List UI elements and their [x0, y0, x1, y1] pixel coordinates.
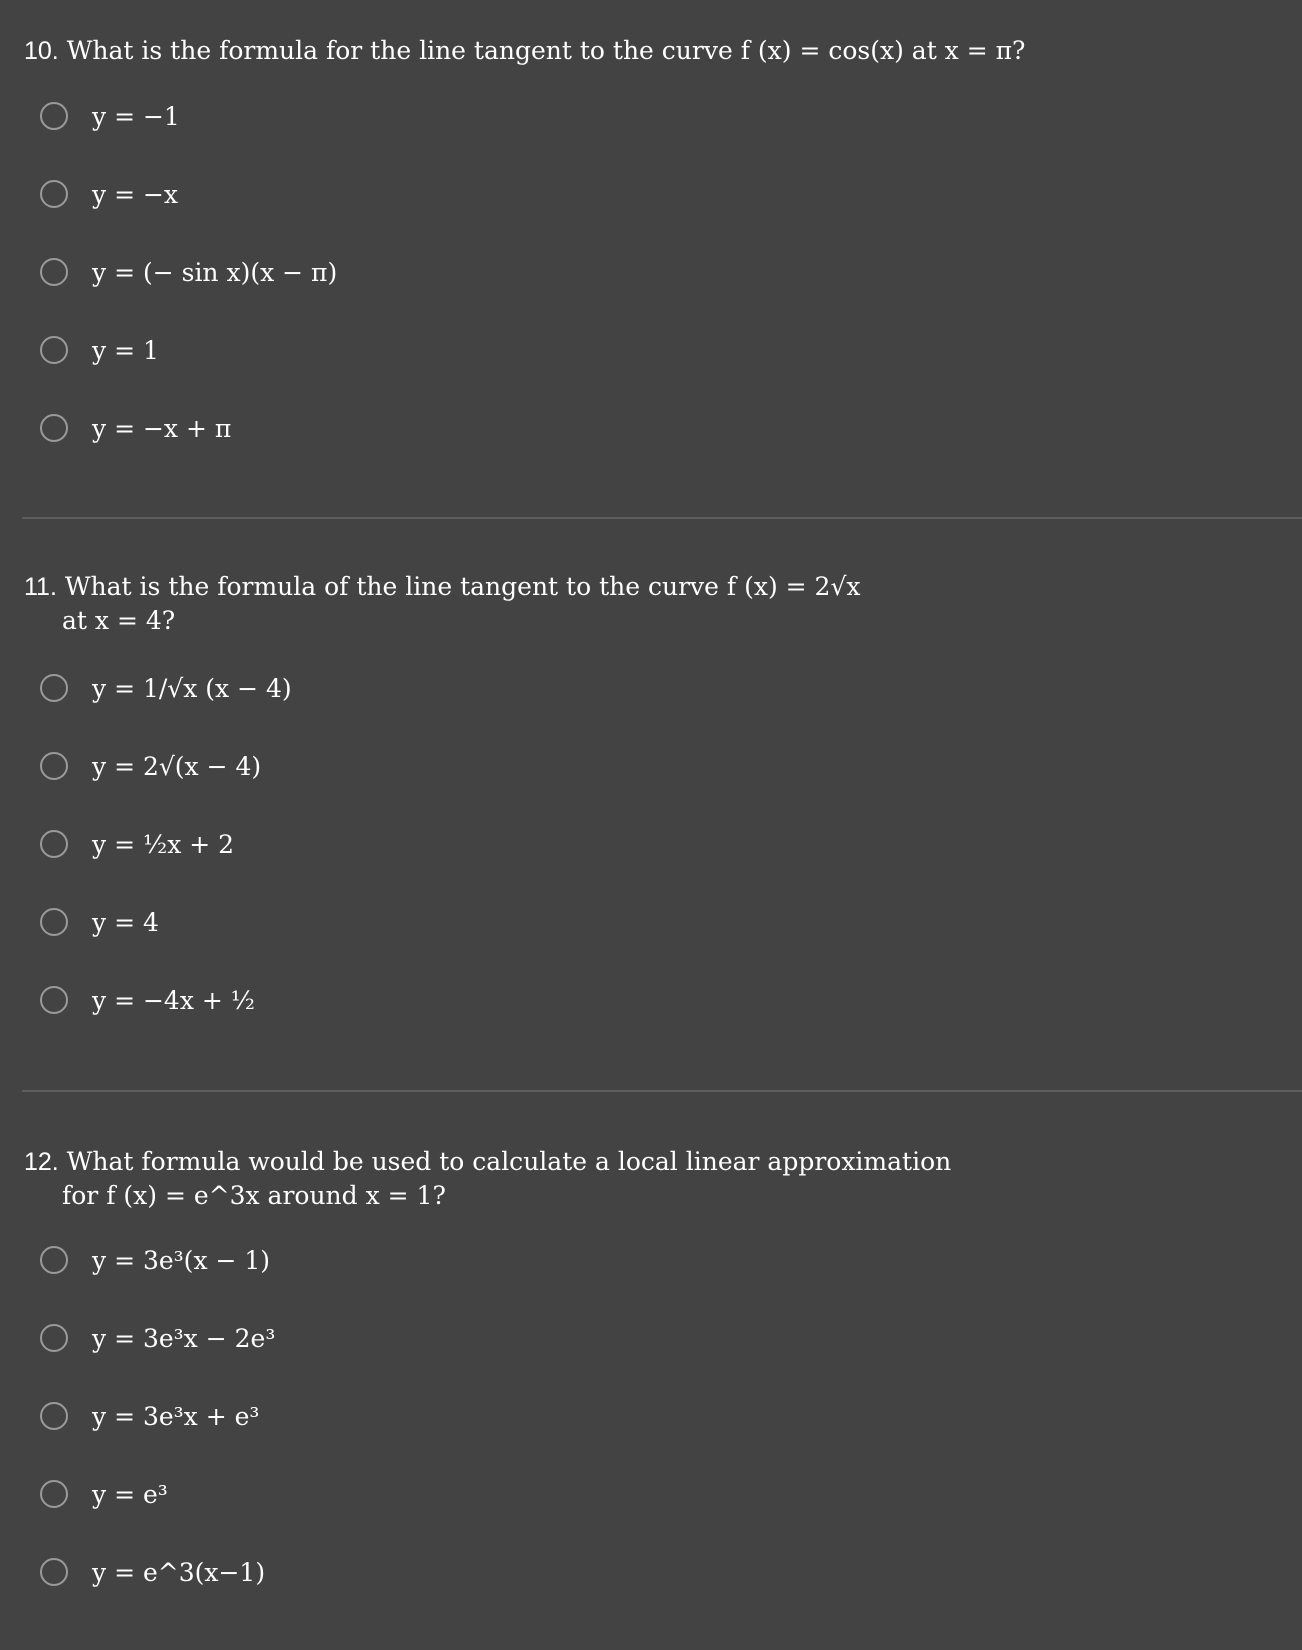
radio-circle-icon[interactable] — [40, 1246, 68, 1274]
radio-circle-icon[interactable] — [40, 414, 68, 442]
radio-circle-icon[interactable] — [40, 1324, 68, 1352]
option-label: y = 1/√x (x − 4) — [92, 673, 292, 703]
option-c[interactable] — [40, 1396, 259, 1436]
radio-circle-icon[interactable] — [40, 180, 68, 208]
option-label: y = 2√(x − 4) — [92, 751, 262, 781]
question-title — [24, 34, 1302, 68]
radio-circle-icon[interactable] — [40, 1480, 68, 1508]
radio-circle-icon[interactable] — [40, 752, 68, 780]
question-text-line2: for f (x) = e^3x around x = 1? — [62, 1181, 446, 1210]
radio-circle-icon[interactable] — [40, 986, 68, 1014]
question-text-line2: at x = 4? — [62, 606, 176, 635]
option-label: y = ½x + 2 — [92, 829, 235, 859]
option-b[interactable] — [40, 174, 178, 214]
divider — [22, 1090, 1302, 1092]
option-d[interactable] — [40, 1474, 168, 1514]
option-c[interactable] — [40, 824, 234, 864]
radio-circle-icon[interactable] — [40, 336, 68, 364]
radio-circle-icon[interactable] — [40, 1558, 68, 1586]
question-text: What is the formula of the line tangent to the curve f (x) = 2√x — [64, 572, 861, 601]
option-a[interactable] — [40, 1240, 270, 1280]
question-text: What formula would be used to calculate a local linear approximation — [66, 1147, 952, 1176]
option-label: y = 4 — [92, 907, 159, 937]
option-label: y = −1 — [92, 101, 180, 131]
radio-circle-icon[interactable] — [40, 908, 68, 936]
question-number: 12. — [24, 1148, 59, 1176]
question-title — [24, 570, 1302, 638]
option-e[interactable] — [40, 408, 231, 448]
option-d[interactable] — [40, 902, 159, 942]
option-label: y = e³ — [92, 1479, 168, 1509]
option-label: y = −x + π — [92, 413, 232, 443]
option-a[interactable] — [40, 668, 292, 708]
option-b[interactable] — [40, 746, 261, 786]
option-label: y = 3e³x − 2e³ — [92, 1323, 276, 1353]
question-text: What is the formula for the line tangent to the curve f (x) = cos(x) at x = π? — [66, 36, 1026, 65]
question-number: 10. — [24, 37, 59, 65]
option-label: y = −x — [92, 179, 179, 209]
option-c[interactable] — [40, 252, 337, 292]
radio-circle-icon[interactable] — [40, 1402, 68, 1430]
option-b[interactable] — [40, 1318, 275, 1358]
option-label: y = 3e³x + e³ — [92, 1401, 260, 1431]
option-e[interactable] — [40, 980, 255, 1020]
divider — [22, 517, 1302, 519]
option-e[interactable] — [40, 1552, 265, 1592]
question-number: 11. — [24, 573, 57, 601]
option-a[interactable] — [40, 96, 180, 136]
option-label: y = 3e³(x − 1) — [92, 1245, 271, 1275]
question-10 — [24, 34, 1302, 68]
radio-circle-icon[interactable] — [40, 102, 68, 130]
question-12 — [24, 1145, 1302, 1213]
option-label: y = (− sin x)(x − π) — [92, 257, 338, 287]
question-11 — [24, 570, 1302, 638]
radio-circle-icon[interactable] — [40, 830, 68, 858]
option-d[interactable] — [40, 330, 159, 370]
radio-circle-icon[interactable] — [40, 674, 68, 702]
option-label: y = 1 — [92, 335, 159, 365]
option-label: y = e^3(x−1) — [92, 1557, 266, 1587]
option-label: y = −4x + ½ — [92, 985, 255, 1015]
question-title — [24, 1145, 1302, 1213]
radio-circle-icon[interactable] — [40, 258, 68, 286]
